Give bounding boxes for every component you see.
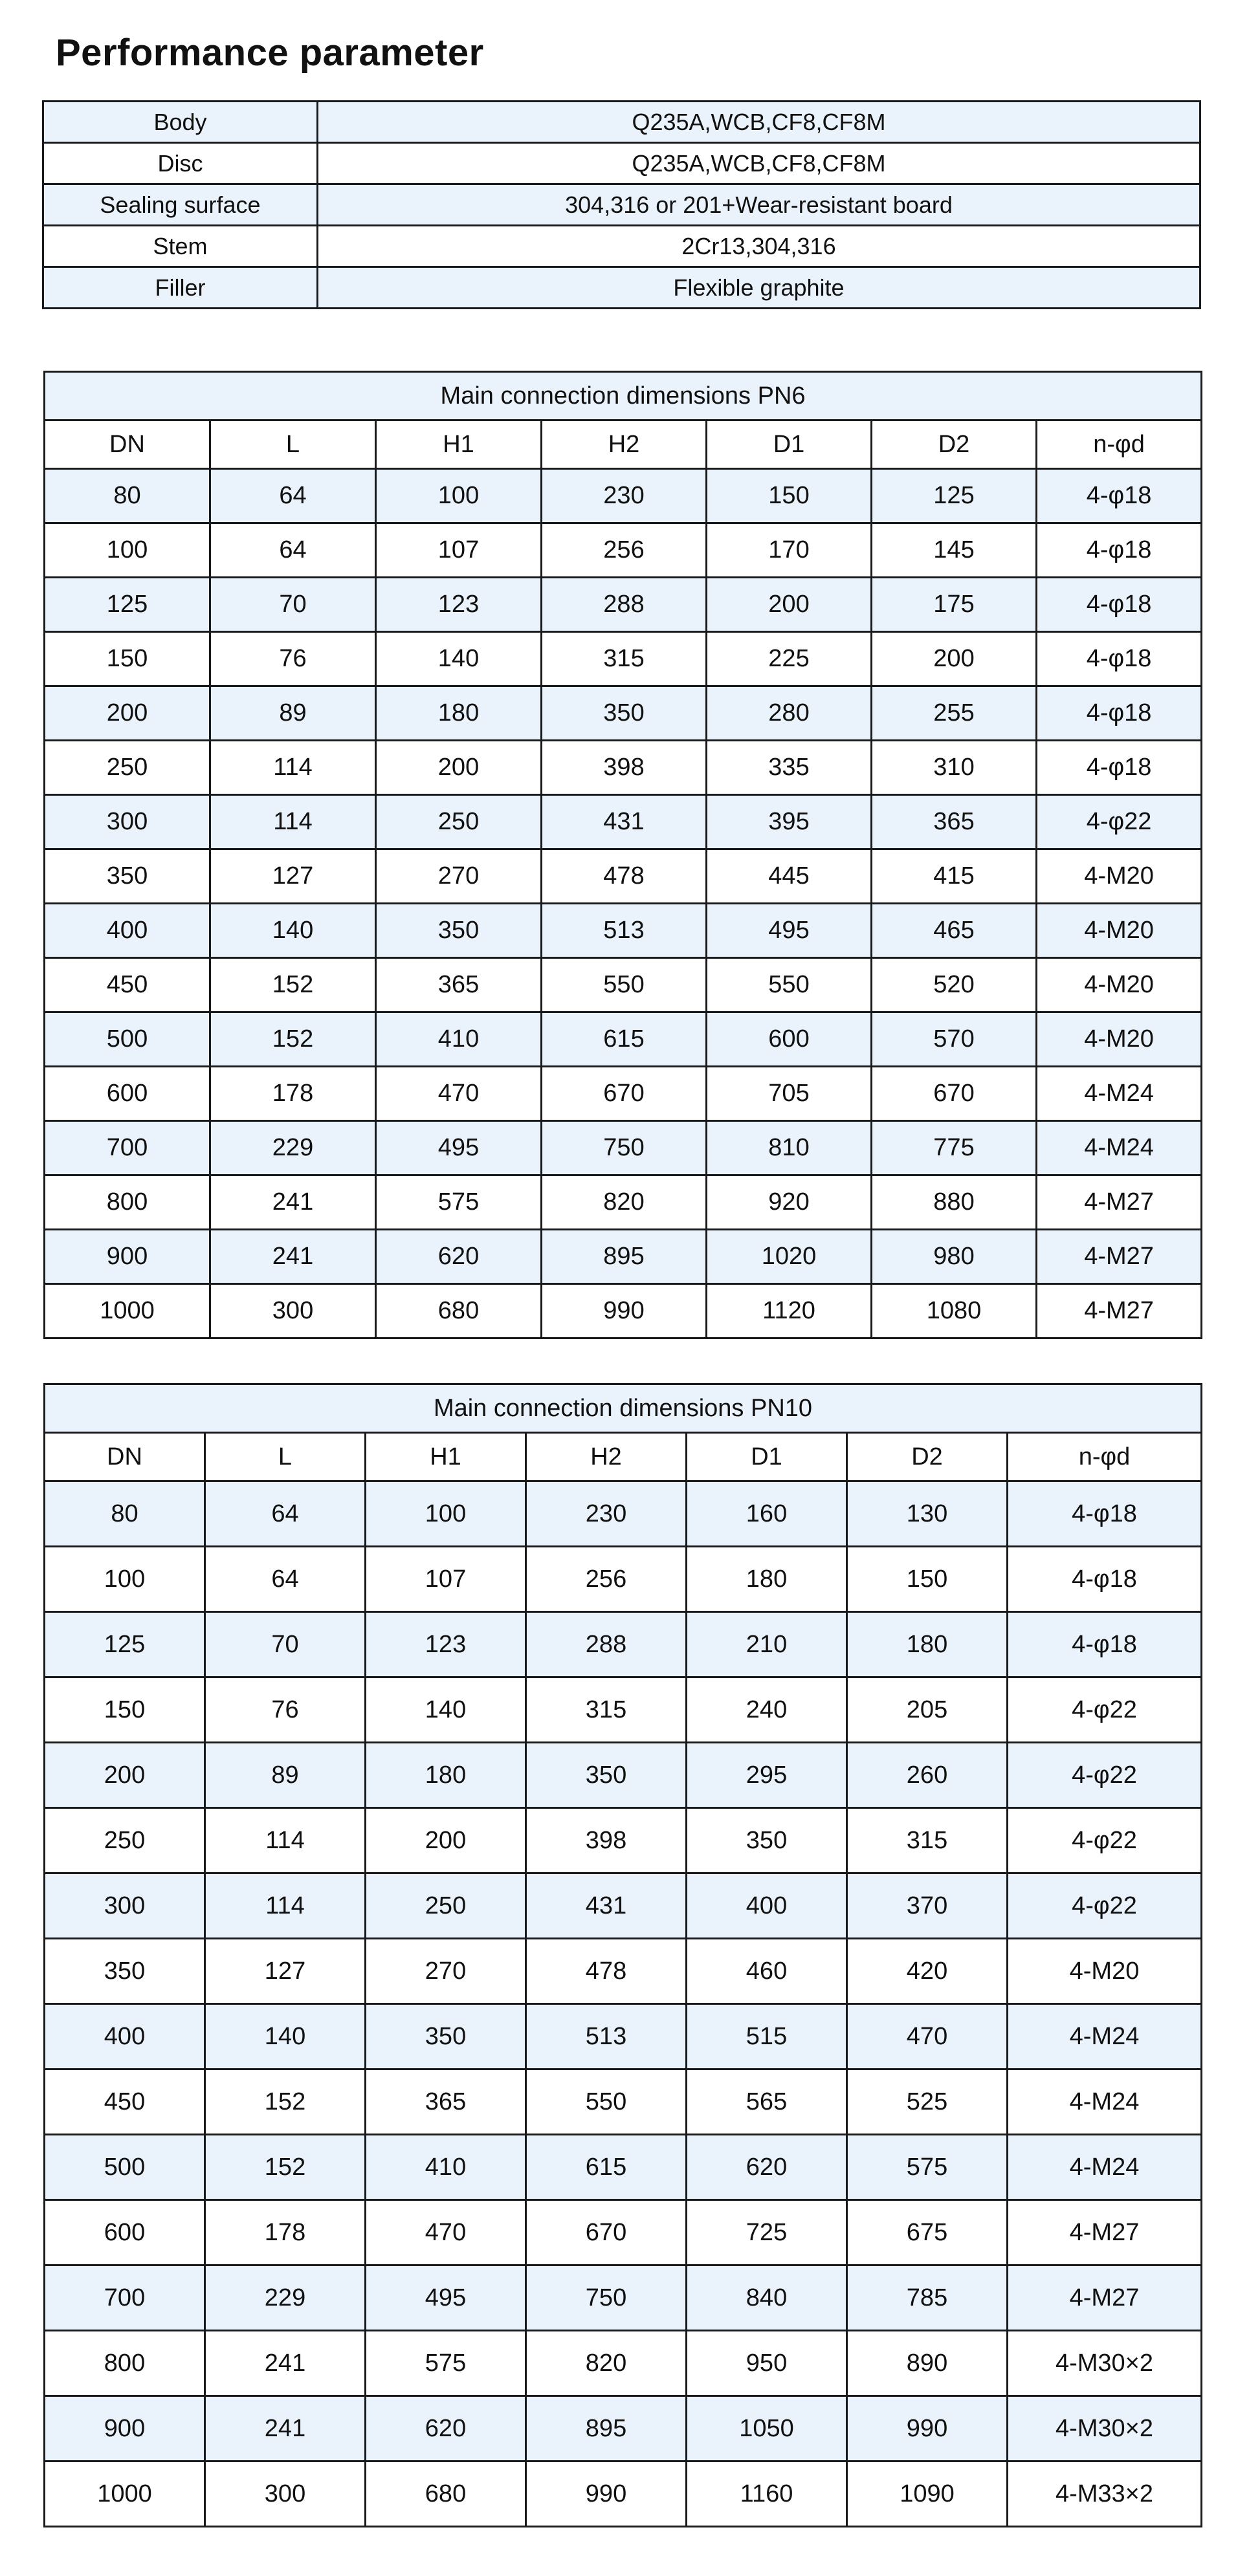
table-cell: 880: [872, 1175, 1037, 1230]
table-cell: 410: [366, 2135, 526, 2200]
table-cell: 127: [205, 1939, 366, 2004]
table-cell: 500: [45, 1012, 210, 1067]
table-cell: 1050: [687, 2396, 847, 2461]
table-cell: 4-φ22: [1008, 1873, 1202, 1939]
table-cell: 230: [526, 1481, 687, 1547]
table-cell: 575: [366, 2331, 526, 2396]
table-cell: 350: [45, 849, 210, 904]
table-cell: 4-φ18: [1037, 686, 1202, 741]
table-cell: 125: [872, 469, 1037, 523]
column-header: n-φd: [1037, 420, 1202, 469]
table-cell: 310: [872, 741, 1037, 795]
table-cell: 288: [542, 578, 707, 632]
table-cell: 495: [707, 904, 872, 958]
table-cell: 315: [526, 1677, 687, 1743]
table-cell: 820: [542, 1175, 707, 1230]
param-value: Flexible graphite: [318, 267, 1200, 309]
table-cell: 4-φ18: [1008, 1481, 1202, 1547]
table-cell: 431: [526, 1873, 687, 1939]
table-cell: 4-M24: [1008, 2069, 1202, 2135]
table-cell: 300: [210, 1284, 376, 1338]
table-header-row: [45, 1433, 1202, 1481]
table-cell: 350: [526, 1743, 687, 1808]
table-cell: 4-φ18: [1008, 1612, 1202, 1677]
table-row: [45, 1547, 1202, 1612]
table-cell: 1080: [872, 1284, 1037, 1338]
table-row: [43, 267, 1200, 309]
table-cell: 89: [205, 1743, 366, 1808]
table-cell: 615: [526, 2135, 687, 2200]
table-cell: 256: [526, 1547, 687, 1612]
table-row: [45, 958, 1202, 1012]
param-value: Q235A,WCB,CF8,CF8M: [318, 102, 1200, 143]
table-row: [45, 1743, 1202, 1808]
column-header: D2: [872, 420, 1037, 469]
table-cell: 200: [45, 1743, 205, 1808]
table-row: [45, 795, 1202, 849]
table-cell: 4-M24: [1037, 1067, 1202, 1121]
table-cell: 150: [45, 632, 210, 686]
table-cell: 1160: [687, 2461, 847, 2527]
table-row: [45, 469, 1202, 523]
column-header: D2: [847, 1433, 1008, 1481]
table-cell: 130: [847, 1481, 1008, 1547]
table-cell: 550: [542, 958, 707, 1012]
table-cell: 175: [872, 578, 1037, 632]
column-header: D1: [687, 1433, 847, 1481]
table-cell: 140: [205, 2004, 366, 2069]
table-cell: 288: [526, 1612, 687, 1677]
table-cell: 150: [45, 1677, 205, 1743]
table-cell: 600: [45, 1067, 210, 1121]
column-header: H1: [376, 420, 542, 469]
table-row: [45, 1012, 1202, 1067]
table-cell: 4-φ18: [1037, 469, 1202, 523]
table-cell: 64: [205, 1481, 366, 1547]
table-cell: 100: [366, 1481, 526, 1547]
table-cell: 180: [687, 1547, 847, 1612]
table-cell: 160: [687, 1481, 847, 1547]
table-cell: 4-φ22: [1008, 1808, 1202, 1873]
table-header-row: [45, 420, 1202, 469]
table-cell: 270: [376, 849, 542, 904]
table-cell: 478: [542, 849, 707, 904]
table-cell: 4-M24: [1037, 1121, 1202, 1175]
param-label: Stem: [43, 226, 318, 267]
table-cell: 100: [45, 523, 210, 578]
table-cell: 415: [872, 849, 1037, 904]
table-cell: 470: [847, 2004, 1008, 2069]
table-cell: 725: [687, 2200, 847, 2265]
table-cell: 400: [687, 1873, 847, 1939]
table-cell: 670: [872, 1067, 1037, 1121]
table-cell: 890: [847, 2331, 1008, 2396]
table-cell: 4-M27: [1008, 2200, 1202, 2265]
param-value: Q235A,WCB,CF8,CF8M: [318, 143, 1200, 184]
table-cell: 180: [376, 686, 542, 741]
table-cell: 152: [210, 1012, 376, 1067]
pn6-dimensions-table: [43, 371, 1202, 1339]
table-cell: 4-M27: [1008, 2265, 1202, 2331]
table-row: [43, 184, 1200, 226]
table-cell: 4-φ22: [1008, 1677, 1202, 1743]
table-cell: 256: [542, 523, 707, 578]
param-value: 2Cr13,304,316: [318, 226, 1200, 267]
table-row: [45, 2461, 1202, 2527]
table-cell: 515: [687, 2004, 847, 2069]
column-header: H2: [526, 1433, 687, 1481]
table-cell: 4-φ18: [1037, 632, 1202, 686]
table-cell: 785: [847, 2265, 1008, 2331]
table-cell: 4-φ18: [1037, 578, 1202, 632]
table-cell: 750: [526, 2265, 687, 2331]
table-cell: 450: [45, 958, 210, 1012]
table-cell: 575: [376, 1175, 542, 1230]
table-cell: 895: [526, 2396, 687, 2461]
table-cell: 200: [366, 1808, 526, 1873]
table-cell: 114: [205, 1873, 366, 1939]
table-cell: 350: [376, 904, 542, 958]
column-header: D1: [707, 420, 872, 469]
table-cell: 4-M20: [1037, 904, 1202, 958]
table-cell: 260: [847, 1743, 1008, 1808]
table-cell: 70: [210, 578, 376, 632]
table-cell: 230: [542, 469, 707, 523]
table-cell: 400: [45, 904, 210, 958]
table-cell: 100: [376, 469, 542, 523]
table-cell: 114: [210, 741, 376, 795]
table-cell: 705: [707, 1067, 872, 1121]
table-cell: 365: [872, 795, 1037, 849]
table-row: [43, 226, 1200, 267]
table-row: [45, 1284, 1202, 1338]
table-cell: 900: [45, 1230, 210, 1284]
table-cell: 4-M33×2: [1008, 2461, 1202, 2527]
table-cell: 775: [872, 1121, 1037, 1175]
table-row: [45, 904, 1202, 958]
table-cell: 478: [526, 1939, 687, 2004]
table-cell: 550: [526, 2069, 687, 2135]
table-cell: 700: [45, 2265, 205, 2331]
table-cell: 4-M27: [1037, 1230, 1202, 1284]
table-cell: 80: [45, 469, 210, 523]
table-cell: 398: [526, 1808, 687, 1873]
table-cell: 255: [872, 686, 1037, 741]
table-cell: 300: [45, 1873, 205, 1939]
table-row: [45, 1067, 1202, 1121]
table-row: [45, 2004, 1202, 2069]
table-row: [45, 2135, 1202, 2200]
table-cell: 620: [366, 2396, 526, 2461]
table-cell: 470: [366, 2200, 526, 2265]
table-cell: 495: [376, 1121, 542, 1175]
table-cell: 107: [366, 1547, 526, 1612]
table-row: [43, 102, 1200, 143]
table-cell: 550: [707, 958, 872, 1012]
table-cell: 810: [707, 1121, 872, 1175]
table-row: [45, 1873, 1202, 1939]
table-cell: 152: [205, 2135, 366, 2200]
table-cell: 250: [366, 1873, 526, 1939]
table-cell: 675: [847, 2200, 1008, 2265]
table-row: [45, 741, 1202, 795]
performance-table: [42, 100, 1201, 309]
table-row: [45, 1612, 1202, 1677]
table-cell: 205: [847, 1677, 1008, 1743]
table-row: [45, 2069, 1202, 2135]
param-label: Disc: [43, 143, 318, 184]
table-row: [45, 849, 1202, 904]
table-cell: 4-M20: [1037, 849, 1202, 904]
table-row: [45, 1808, 1202, 1873]
table-row: [45, 1481, 1202, 1547]
table-cell: 700: [45, 1121, 210, 1175]
table-cell: 800: [45, 1175, 210, 1230]
table-cell: 80: [45, 1481, 205, 1547]
table-cell: 600: [707, 1012, 872, 1067]
table-cell: 150: [707, 469, 872, 523]
table-cell: 225: [707, 632, 872, 686]
table-cell: 140: [376, 632, 542, 686]
table-cell: 4-M30×2: [1008, 2331, 1202, 2396]
table-cell: 4-φ18: [1008, 1547, 1202, 1612]
table-cell: 4-φ18: [1037, 523, 1202, 578]
table-cell: 500: [45, 2135, 205, 2200]
table-cell: 107: [376, 523, 542, 578]
table-cell: 4-φ22: [1008, 1743, 1202, 1808]
table-cell: 123: [366, 1612, 526, 1677]
table-cell: 123: [376, 578, 542, 632]
page-title: Performance parameter: [56, 32, 484, 74]
table-row: [45, 1121, 1202, 1175]
table-cell: 241: [210, 1175, 376, 1230]
table-cell: 410: [376, 1012, 542, 1067]
table-cell: 89: [210, 686, 376, 741]
column-header: L: [210, 420, 376, 469]
table-cell: 398: [542, 741, 707, 795]
table-cell: 370: [847, 1873, 1008, 1939]
column-header: H2: [542, 420, 707, 469]
table-cell: 250: [376, 795, 542, 849]
table-cell: 178: [210, 1067, 376, 1121]
table-cell: 125: [45, 1612, 205, 1677]
table-cell: 900: [45, 2396, 205, 2461]
table-cell: 4-M24: [1008, 2004, 1202, 2069]
table-cell: 170: [707, 523, 872, 578]
table-row: [45, 2396, 1202, 2461]
table-cell: 4-φ18: [1037, 741, 1202, 795]
table-cell: 70: [205, 1612, 366, 1677]
table-cell: 4-M24: [1008, 2135, 1202, 2200]
table-caption: Main connection dimensions PN6: [45, 372, 1202, 420]
table-cell: 315: [847, 1808, 1008, 1873]
table-cell: 4-M27: [1037, 1284, 1202, 1338]
table-cell: 420: [847, 1939, 1008, 2004]
table-cell: 250: [45, 1808, 205, 1873]
table-cell: 670: [526, 2200, 687, 2265]
table-cell: 64: [210, 469, 376, 523]
table-cell: 450: [45, 2069, 205, 2135]
table-cell: 750: [542, 1121, 707, 1175]
table-cell: 615: [542, 1012, 707, 1067]
table-cell: 100: [45, 1547, 205, 1612]
table-cell: 200: [376, 741, 542, 795]
table-cell: 460: [687, 1939, 847, 2004]
table-row: [45, 2200, 1202, 2265]
table-cell: 4-M20: [1037, 958, 1202, 1012]
table-cell: 152: [210, 958, 376, 1012]
table-cell: 4-M27: [1037, 1175, 1202, 1230]
column-header: L: [205, 1433, 366, 1481]
param-value: 304,316 or 201+Wear-resistant board: [318, 184, 1200, 226]
table-cell: 1020: [707, 1230, 872, 1284]
table-cell: 127: [210, 849, 376, 904]
table-cell: 520: [872, 958, 1037, 1012]
table-cell: 950: [687, 2331, 847, 2396]
column-header: H1: [366, 1433, 526, 1481]
table-cell: 1000: [45, 1284, 210, 1338]
table-cell: 4-M20: [1037, 1012, 1202, 1067]
table-cell: 200: [872, 632, 1037, 686]
table-cell: 315: [542, 632, 707, 686]
table-cell: 980: [872, 1230, 1037, 1284]
column-header: n-φd: [1008, 1433, 1202, 1481]
table-cell: 178: [205, 2200, 366, 2265]
table-cell: 241: [205, 2331, 366, 2396]
table-cell: 241: [210, 1230, 376, 1284]
table-cell: 200: [45, 686, 210, 741]
table-cell: 470: [376, 1067, 542, 1121]
table-cell: 400: [45, 2004, 205, 2069]
table-cell: 210: [687, 1612, 847, 1677]
table-cell: 229: [210, 1121, 376, 1175]
table-cell: 513: [526, 2004, 687, 2069]
table-cell: 64: [210, 523, 376, 578]
table-row: [45, 1939, 1202, 2004]
table-cell: 145: [872, 523, 1037, 578]
table-cell: 1000: [45, 2461, 205, 2527]
table-cell: 140: [366, 1677, 526, 1743]
table-cell: 335: [707, 741, 872, 795]
table-cell: 680: [366, 2461, 526, 2527]
table-caption: Main connection dimensions PN10: [45, 1384, 1202, 1433]
table-cell: 365: [376, 958, 542, 1012]
table-cell: 525: [847, 2069, 1008, 2135]
table-cell: 680: [376, 1284, 542, 1338]
table-cell: 350: [45, 1939, 205, 2004]
table-row: [45, 1175, 1202, 1230]
table-cell: 300: [205, 2461, 366, 2527]
table-cell: 76: [205, 1677, 366, 1743]
table-cell: 64: [205, 1547, 366, 1612]
table-cell: 365: [366, 2069, 526, 2135]
table-cell: 895: [542, 1230, 707, 1284]
table-row: [45, 1677, 1202, 1743]
table-cell: 570: [872, 1012, 1037, 1067]
table-caption-row: [45, 1384, 1202, 1433]
table-cell: 300: [45, 795, 210, 849]
table-cell: 920: [707, 1175, 872, 1230]
table-cell: 76: [210, 632, 376, 686]
param-label: Filler: [43, 267, 318, 309]
table-row: [45, 632, 1202, 686]
table-cell: 4-φ22: [1037, 795, 1202, 849]
table-cell: 990: [526, 2461, 687, 2527]
table-cell: 241: [205, 2396, 366, 2461]
table-cell: 229: [205, 2265, 366, 2331]
table-row: [45, 578, 1202, 632]
table-cell: 620: [376, 1230, 542, 1284]
table-cell: 620: [687, 2135, 847, 2200]
table-cell: 350: [687, 1808, 847, 1873]
table-cell: 990: [542, 1284, 707, 1338]
table-cell: 200: [707, 578, 872, 632]
table-cell: 1120: [707, 1284, 872, 1338]
table-cell: 431: [542, 795, 707, 849]
table-cell: 4-M20: [1008, 1939, 1202, 2004]
table-cell: 152: [205, 2069, 366, 2135]
column-header: DN: [45, 1433, 205, 1481]
table-cell: 395: [707, 795, 872, 849]
table-cell: 114: [210, 795, 376, 849]
table-row: [45, 2265, 1202, 2331]
table-cell: 670: [542, 1067, 707, 1121]
table-cell: 125: [45, 578, 210, 632]
table-row: [45, 2331, 1202, 2396]
table-cell: 150: [847, 1547, 1008, 1612]
table-cell: 820: [526, 2331, 687, 2396]
pn10-dimensions-table: [43, 1383, 1202, 2527]
table-cell: 250: [45, 741, 210, 795]
table-cell: 4-M30×2: [1008, 2396, 1202, 2461]
table-row: [43, 143, 1200, 184]
table-cell: 295: [687, 1743, 847, 1808]
table-cell: 840: [687, 2265, 847, 2331]
table-cell: 465: [872, 904, 1037, 958]
table-cell: 1090: [847, 2461, 1008, 2527]
table-cell: 445: [707, 849, 872, 904]
table-cell: 600: [45, 2200, 205, 2265]
table-cell: 114: [205, 1808, 366, 1873]
table-cell: 270: [366, 1939, 526, 2004]
table-cell: 140: [210, 904, 376, 958]
table-cell: 240: [687, 1677, 847, 1743]
table-caption-row: [45, 372, 1202, 420]
table-cell: 800: [45, 2331, 205, 2396]
table-row: [45, 523, 1202, 578]
table-cell: 180: [847, 1612, 1008, 1677]
table-cell: 180: [366, 1743, 526, 1808]
table-cell: 565: [687, 2069, 847, 2135]
table-cell: 350: [366, 2004, 526, 2069]
table-cell: 575: [847, 2135, 1008, 2200]
table-cell: 495: [366, 2265, 526, 2331]
table-cell: 513: [542, 904, 707, 958]
table-cell: 280: [707, 686, 872, 741]
table-row: [45, 1230, 1202, 1284]
param-label: Sealing surface: [43, 184, 318, 226]
table-cell: 990: [847, 2396, 1008, 2461]
column-header: DN: [45, 420, 210, 469]
table-cell: 350: [542, 686, 707, 741]
table-row: [45, 686, 1202, 741]
param-label: Body: [43, 102, 318, 143]
